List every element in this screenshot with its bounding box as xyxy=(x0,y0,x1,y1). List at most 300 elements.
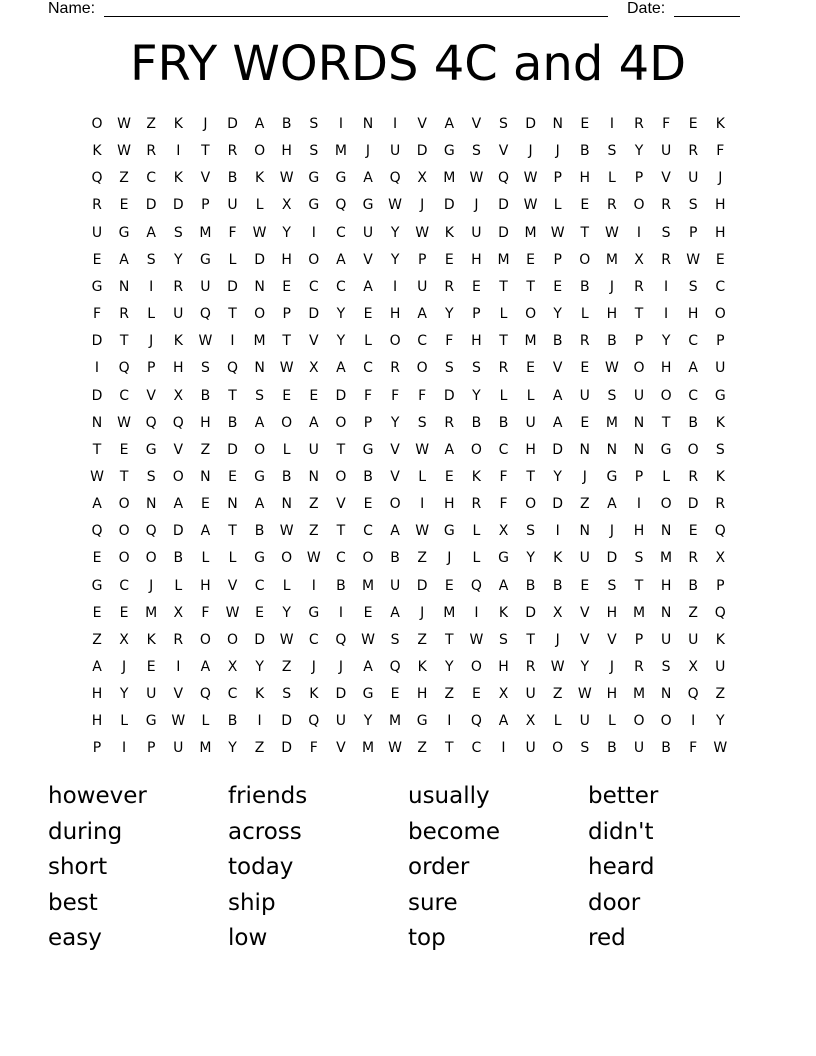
grid-letter: N xyxy=(660,604,672,621)
grid-letter: R xyxy=(471,496,482,513)
grid-letter: C xyxy=(119,387,129,404)
grid-letter: M xyxy=(361,577,375,594)
grid-letter: P xyxy=(201,197,210,214)
grid-letter: R xyxy=(525,659,536,675)
grid-letter: P xyxy=(553,251,562,268)
grid-letter: D xyxy=(498,197,509,214)
grid-letter: E xyxy=(228,468,237,485)
grid-letter: A xyxy=(498,577,509,594)
grid-letter: W xyxy=(252,224,267,241)
grid-letter: Q xyxy=(335,197,347,214)
grid-letter: R xyxy=(119,306,129,323)
grid-letter: E xyxy=(200,496,210,513)
grid-letter: V xyxy=(200,170,211,187)
grid-letter: J xyxy=(149,333,154,350)
grid-letter: S xyxy=(309,143,319,160)
grid-letter: B xyxy=(525,577,536,594)
grid-letter: N xyxy=(145,496,157,513)
grid-letter: A xyxy=(146,224,156,241)
grid-letter: E xyxy=(119,197,129,214)
grid-letter: X xyxy=(688,659,698,675)
grid-letter: V xyxy=(580,631,590,648)
grid-letter: U xyxy=(633,740,645,757)
grid-letter: A xyxy=(336,251,346,268)
grid-letter: F xyxy=(201,604,210,621)
grid-letter: G xyxy=(254,550,266,567)
grid-letter: G xyxy=(308,197,320,214)
grid-letter: Y xyxy=(363,713,373,730)
grid-letter: Z xyxy=(119,170,129,187)
grid-letter: V xyxy=(661,170,671,187)
grid-letter: Z xyxy=(417,631,427,648)
grid-row xyxy=(84,220,732,247)
grid-letter: I xyxy=(691,713,696,730)
grid-letter: C xyxy=(254,577,265,594)
grid-letter: E xyxy=(580,116,590,132)
grid-letter: Q xyxy=(687,686,699,703)
grid-letter: Q xyxy=(497,170,510,187)
grid-letter: I xyxy=(447,713,452,730)
grid-letter: F xyxy=(499,496,508,513)
grid-letter: I xyxy=(664,306,669,323)
grid-letter: E xyxy=(363,604,373,621)
grid-letter: G xyxy=(660,441,672,458)
grid-letter: O xyxy=(470,659,482,675)
grid-letter: I xyxy=(636,496,642,513)
grid-letter: K xyxy=(715,631,725,648)
grid-letter: P xyxy=(553,170,562,187)
grid-letter: N xyxy=(606,441,618,458)
grid-letter: Y xyxy=(445,306,454,323)
grid-row xyxy=(84,247,732,274)
grid-letter: C xyxy=(688,333,699,350)
grid-letter: W xyxy=(415,523,430,540)
grid-letter: V xyxy=(607,631,617,648)
grid-letter: B xyxy=(579,143,590,160)
grid-letter: O xyxy=(145,550,157,567)
word-item: ship xyxy=(228,889,276,916)
grid-letter: I xyxy=(609,116,614,132)
grid-letter: U xyxy=(688,631,699,648)
grid-letter: X xyxy=(552,604,563,621)
grid-letter: G xyxy=(118,224,130,241)
grid-letter: H xyxy=(606,604,618,621)
grid-letter: N xyxy=(254,278,265,295)
grid-letter: G xyxy=(362,686,374,703)
grid-letter: N xyxy=(118,278,130,295)
grid-letter: W xyxy=(550,659,565,675)
grid-letter: E xyxy=(119,604,129,621)
grid-letter: U xyxy=(525,414,536,431)
grid-letter: C xyxy=(336,550,346,567)
grid-letter: J xyxy=(474,197,479,214)
grid-letter: W xyxy=(415,441,430,458)
grid-letter: Y xyxy=(282,224,291,241)
grid-letter: D xyxy=(687,496,699,513)
grid-letter: H xyxy=(606,686,618,703)
grid-letter: P xyxy=(634,333,644,350)
grid-letter: V xyxy=(471,116,482,132)
grid-letter: Y xyxy=(390,224,400,241)
grid-letter: L xyxy=(255,197,264,214)
grid-letter: O xyxy=(118,496,130,513)
grid-letter: M xyxy=(632,686,646,703)
grid-row xyxy=(84,627,732,654)
grid-letter: T xyxy=(228,387,237,404)
grid-row xyxy=(84,410,732,437)
grid-letter: T xyxy=(445,631,454,648)
grid-letter: W xyxy=(279,631,294,648)
grid-letter: S xyxy=(688,197,698,214)
grid-letter: C xyxy=(336,224,346,241)
grid-letter: D xyxy=(416,143,428,160)
grid-letter: M xyxy=(253,333,266,350)
grid-letter: L xyxy=(120,713,128,730)
grid-letter: U xyxy=(471,224,482,241)
grid-letter: R xyxy=(173,631,184,648)
grid-letter: O xyxy=(199,631,211,648)
grid-letter: C xyxy=(146,170,157,187)
grid-letter: L xyxy=(662,468,670,485)
grid-letter: C xyxy=(363,360,373,377)
word-item: red xyxy=(588,925,626,952)
grid-letter: U xyxy=(335,713,347,730)
grid-letter: T xyxy=(580,224,590,241)
grid-letter: G xyxy=(308,604,320,621)
grid-row xyxy=(84,735,732,762)
grid-letter: A xyxy=(688,360,698,377)
grid-letter: N xyxy=(579,523,591,540)
grid-letter: U xyxy=(389,143,401,160)
grid-letter: T xyxy=(661,414,671,431)
grid-letter: Q xyxy=(91,170,103,187)
grid-letter: T xyxy=(228,523,237,540)
grid-letter: O xyxy=(470,441,482,458)
grid-letter: F xyxy=(689,740,698,757)
date-blank-line xyxy=(674,16,740,17)
grid-letter: M xyxy=(632,604,646,621)
grid-letter: H xyxy=(715,197,726,214)
grid-letter: R xyxy=(390,360,400,377)
grid-letter: N xyxy=(660,523,672,540)
grid-letter: V xyxy=(580,604,590,621)
grid-letter: Y xyxy=(580,659,590,675)
grid-letter: O xyxy=(118,523,130,540)
grid-letter: U xyxy=(715,360,726,377)
grid-letter: L xyxy=(553,713,562,730)
grid-letter: S xyxy=(607,143,617,160)
grid-letter: I xyxy=(257,713,262,730)
grid-letter: I xyxy=(420,496,425,513)
grid-letter: Z xyxy=(281,659,292,675)
grid-letter: U xyxy=(417,278,428,295)
grid-letter: Z xyxy=(309,523,319,540)
grid-letter: A xyxy=(363,659,373,675)
grid-letter: G xyxy=(443,523,455,540)
grid-letter: I xyxy=(176,143,181,160)
grid-letter: A xyxy=(200,523,211,540)
grid-letter: W xyxy=(225,604,240,621)
grid-letter: I xyxy=(311,577,316,594)
grid-letter: S xyxy=(444,360,454,377)
grid-letter: G xyxy=(335,170,347,187)
grid-letter: Q xyxy=(389,659,401,675)
grid-letter: F xyxy=(363,387,373,404)
grid-letter: B xyxy=(579,278,590,295)
grid-letter: N xyxy=(254,360,265,377)
grid-letter: Y xyxy=(255,659,264,675)
grid-letter: I xyxy=(664,278,669,295)
grid-letter: B xyxy=(363,468,373,485)
grid-letter: O xyxy=(118,550,130,567)
grid-letter: W xyxy=(171,713,186,730)
grid-letter: Y xyxy=(390,251,400,268)
grid-letter: O xyxy=(389,496,401,513)
grid-letter: T xyxy=(336,441,346,458)
word-item: top xyxy=(408,925,446,952)
grid-letter: D xyxy=(606,550,618,567)
grid-letter: Q xyxy=(91,523,103,540)
grid-letter: V xyxy=(552,360,563,377)
grid-letter: U xyxy=(525,740,536,757)
grid-letter: A xyxy=(119,251,129,268)
grid-letter: P xyxy=(634,468,644,485)
grid-letter: L xyxy=(499,306,508,323)
grid-letter: Z xyxy=(552,686,563,703)
grid-letter: E xyxy=(526,360,536,377)
grid-letter: C xyxy=(417,333,428,350)
grid-letter: E xyxy=(444,468,454,485)
grid-letter: A xyxy=(390,523,400,540)
grid-letter: Q xyxy=(470,713,482,730)
grid-letter: P xyxy=(634,170,644,187)
grid-letter: W xyxy=(198,333,213,350)
grid-letter: M xyxy=(334,143,347,160)
word-item: during xyxy=(48,818,123,845)
grid-letter: N xyxy=(633,414,645,431)
grid-letter: Y xyxy=(526,550,535,567)
grid-letter: E xyxy=(119,441,129,458)
grid-letter: B xyxy=(173,550,184,567)
grid-letter: E xyxy=(553,278,563,295)
grid-letter: Y xyxy=(390,414,400,431)
grid-letter: F xyxy=(391,387,400,404)
grid-letter: Q xyxy=(714,523,726,540)
grid-letter: Y xyxy=(716,713,725,730)
grid-letter: M xyxy=(524,224,537,241)
grid-letter: S xyxy=(173,224,183,241)
grid-letter: O xyxy=(281,550,293,567)
grid-letter: H xyxy=(606,306,618,323)
grid-letter: X xyxy=(173,387,184,404)
word-list xyxy=(48,780,768,960)
grid-letter: K xyxy=(471,468,481,485)
grid-letter: Y xyxy=(553,306,562,323)
grid-letter: B xyxy=(661,740,671,757)
grid-letter: T xyxy=(499,278,508,295)
grid-letter: H xyxy=(715,224,726,241)
grid-letter: H xyxy=(498,659,509,675)
grid-letter: U xyxy=(633,387,645,404)
grid-letter: V xyxy=(173,441,184,458)
grid-letter: E xyxy=(471,278,481,295)
grid-letter: L xyxy=(364,333,372,350)
grid-letter: O xyxy=(552,740,564,757)
grid-letter: V xyxy=(390,441,400,458)
grid-letter: Q xyxy=(172,414,184,431)
grid-letter: G xyxy=(362,197,374,214)
word-item: across xyxy=(228,818,302,845)
word-item: today xyxy=(228,854,294,881)
grid-letter: I xyxy=(555,523,560,540)
grid-letter: U xyxy=(525,686,536,703)
grid-letter: M xyxy=(497,251,510,268)
grid-letter: E xyxy=(580,414,590,431)
grid-letter: J xyxy=(447,550,452,567)
grid-letter: U xyxy=(227,197,238,214)
grid-letter: L xyxy=(472,550,481,567)
grid-letter: G xyxy=(308,170,320,187)
grid-letter: W xyxy=(279,360,294,377)
grid-letter: B xyxy=(200,387,211,404)
grid-letter: C xyxy=(336,278,346,295)
grid-letter: S xyxy=(607,577,617,594)
grid-letter: O xyxy=(335,414,347,431)
word-item: order xyxy=(408,854,470,881)
grid-letter: B xyxy=(281,468,292,485)
grid-letter: F xyxy=(228,224,237,241)
grid-letter: Q xyxy=(145,414,157,431)
grid-letter: K xyxy=(92,143,102,160)
grid-letter: W xyxy=(117,414,132,431)
grid-letter: U xyxy=(173,306,184,323)
grid-letter: Q xyxy=(199,686,211,703)
grid-letter: F xyxy=(499,468,508,485)
grid-letter: W xyxy=(117,143,132,160)
grid-letter: Z xyxy=(444,686,455,703)
grid-letter: M xyxy=(605,251,618,268)
grid-letter: D xyxy=(172,197,184,214)
grid-letter: H xyxy=(281,251,292,268)
grid-letter: W xyxy=(361,631,375,648)
grid-letter: E xyxy=(580,577,590,594)
grid-letter: O xyxy=(226,631,239,648)
grid-letter: P xyxy=(363,414,373,431)
grid-letter: Y xyxy=(282,604,291,621)
grid-row xyxy=(84,437,732,464)
grid-letter: S xyxy=(526,523,536,540)
grid-letter: E xyxy=(526,251,536,268)
grid-letter: J xyxy=(555,631,560,648)
grid-letter: E xyxy=(363,496,373,513)
grid-row xyxy=(84,138,732,165)
grid-letter: W xyxy=(388,197,403,214)
grid-letter: G xyxy=(498,550,509,567)
grid-letter: N xyxy=(552,116,563,132)
grid-letter: O xyxy=(660,387,672,404)
grid-letter: I xyxy=(338,116,343,132)
grid-letter: T xyxy=(119,468,129,485)
word-item: sure xyxy=(408,889,458,916)
grid-letter: U xyxy=(579,550,590,567)
grid-letter: X xyxy=(498,523,509,540)
grid-letter: H xyxy=(200,577,211,594)
grid-letter: J xyxy=(338,659,343,675)
grid-letter: Z xyxy=(309,496,319,513)
grid-letter: R xyxy=(634,278,644,295)
grid-letter: A xyxy=(173,496,184,513)
word-item: short xyxy=(48,854,108,881)
grid-letter: W xyxy=(469,631,484,648)
grid-letter: U xyxy=(308,441,319,458)
grid-letter: Y xyxy=(634,143,644,160)
grid-letter: R xyxy=(579,333,590,350)
grid-row xyxy=(84,518,732,545)
grid-letter: O xyxy=(91,116,103,132)
grid-letter: K xyxy=(553,550,563,567)
grid-letter: S xyxy=(309,116,319,132)
grid-letter: B xyxy=(227,713,238,730)
grid-letter: D xyxy=(227,441,238,458)
grid-letter: K xyxy=(417,659,427,675)
grid-letter: J xyxy=(609,523,614,540)
word-item: heard xyxy=(588,854,655,881)
grid-letter: U xyxy=(688,170,699,187)
grid-letter: F xyxy=(92,306,102,323)
grid-letter: R xyxy=(715,496,726,513)
grid-letter: S xyxy=(607,387,617,404)
grid-letter: Y xyxy=(661,333,671,350)
grid-letter: A xyxy=(390,604,400,621)
grid-letter: V xyxy=(309,333,319,350)
grid-letter: A xyxy=(200,659,211,675)
grid-letter: B xyxy=(552,333,563,350)
grid-letter: L xyxy=(607,713,616,730)
grid-letter: O xyxy=(633,713,645,730)
grid-letter: W xyxy=(306,550,321,567)
grid-letter: Y xyxy=(174,251,183,268)
grid-letter: A xyxy=(552,414,563,431)
grid-letter: S xyxy=(146,251,156,268)
grid-letter: H xyxy=(173,360,184,377)
grid-letter: W xyxy=(550,224,565,241)
grid-letter: Z xyxy=(417,550,427,567)
grid-letter: O xyxy=(362,550,374,567)
grid-letter: O xyxy=(660,496,672,513)
grid-letter: K xyxy=(715,468,725,485)
grid-letter: E xyxy=(390,686,400,703)
grid-letter: B xyxy=(552,577,563,594)
grid-letter: E xyxy=(146,659,156,675)
grid-letter: X xyxy=(119,631,129,648)
grid-letter: A xyxy=(444,116,455,132)
grid-row xyxy=(84,301,732,328)
grid-letter: H xyxy=(471,251,482,268)
grid-letter: W xyxy=(686,251,701,268)
grid-letter: C xyxy=(498,441,509,458)
grid-letter: J xyxy=(718,170,723,187)
grid-letter: W xyxy=(523,170,538,187)
grid-letter: W xyxy=(90,468,104,485)
grid-letter: S xyxy=(499,631,508,648)
word-item: become xyxy=(408,818,501,845)
grid-letter: J xyxy=(420,197,425,214)
grid-letter: J xyxy=(555,143,560,160)
grid-letter: P xyxy=(92,740,102,757)
grid-letter: R xyxy=(634,659,644,675)
grid-letter: U xyxy=(579,713,590,730)
grid-letter: T xyxy=(526,278,535,295)
